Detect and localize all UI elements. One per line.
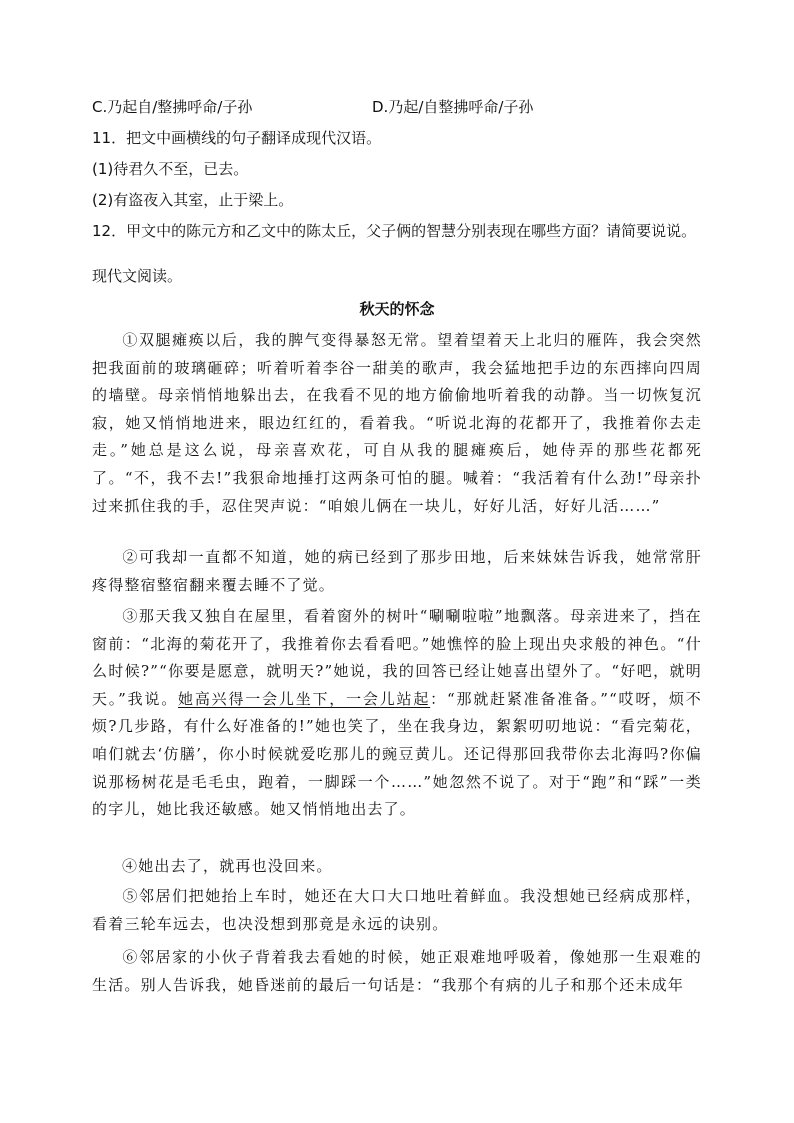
paragraph-3-text-before: ③那天我又独自在屋里，看着窗外的树叶“唰唰啦啦”地飘落。母亲进来了，挡在窗前：“北海的菊花开了，我推着你去看看吧。”她憔悴的脸上现出央求般的神色。“什么时候?”“你要是愿意，就明天?”她说，我的回答已经让她喜出望外了。“好吧，就明天。”我说。 [92,607,702,708]
question-11-prompt: 11．把文中画横线的句子翻译成现代汉语。 [92,129,382,147]
paragraph-3-text-after: ：“那就赶紧准备准备。”“哎呀，烦不烦?几步路，有什么好准备的!”她也笑了，坐在我身边，絮絮叨叨地说：“看完菊花，咱们就去‘仿膳’，你小时候就爱吃那儿的豌豆黄儿。还记得那回我带你去北海吗?你偏说那杨树花是毛毛虫，跑着，一脚踩一个……”她忽然不说了。对于“跑”和“踩”一类的字儿，她比我还敏感。她又悄悄地出去了。 [92,689,702,819]
paragraph-5-text: ⑤邻居们把她抬上车时，她还在大口大口地吐着鲜血。我没想她已经病成那样，看着三轮车远去，也决没想到那竟是永远的诀别。 [92,887,702,933]
option-d: D.乃起/自整拂呼命/子孙 [372,98,534,116]
question-11-item-2: (2)有盗夜入其室，止于梁上。 [92,191,294,209]
article-paragraph-2 [92,544,702,599]
section-heading: 现代文阅读。 [92,267,183,285]
paragraph-6-text: ⑥邻居家的小伙子背着我去看她的时候，她正艰难地呼吸着，像她那一生艰难的生活。别人告诉我，她昏迷前的最后一句话是：“我那个有病的儿子和那个还未成年 [92,948,702,994]
paragraph-2-text: ②可我却一直都不知道，她的病已经到了那步田地，后来妹妹告诉我，她常常肝疼得整宿整宿翻来覆去睡不了觉。 [92,548,702,594]
article-paragraph-4 [92,853,702,881]
article-title: 秋天的怀念 [359,300,435,318]
option-c: C.乃起自/整拂呼命/子孙 [92,98,253,116]
paragraph-3-underlined-sentence: 她高兴得一会儿坐下，一会儿站起 [178,689,431,708]
article-paragraph-6 [92,944,702,999]
article-paragraph-5 [92,883,702,938]
article-paragraph-1 [92,327,702,520]
paragraph-1-text: ①双腿瘫痪以后，我的脾气变得暴怒无常。望着望着天上北归的雁阵，我会突然把我面前的玻璃砸碎；听着听着李谷一甜美的歌声，我会猛地把手边的东西摔向四周的墙壁。母亲悄悄地躲出去，在我看不见的地方偷偷地听着我的动静。当一切恢复沉寂，她又悄悄地进来，眼边红红的，看着我。“听说北海的花都开了，我推着你去走走。”她总是这么说，母亲喜欢花，可自从我的腿瘫痪后，她侍弄的那些花都死了。“不，我不去!”我狠命地捶打这两条可怕的腿。喊着：“我活着有什么劲!”母亲扑过来抓住我的手，忍住哭声说：“咱娘儿俩在一块儿，好好儿活，好好儿活……” [92,331,702,515]
paragraph-4-text: ④她出去了，就再也没回来。 [122,857,333,875]
question-11-item-1: (1)待君久不至，已去。 [92,160,249,178]
question-12-prompt: 12．甲文中的陈元方和乙文中的陈太丘，父子俩的智慧分别表现在哪些方面？请简要说说。 [92,222,697,240]
article-paragraph-3 [92,603,702,824]
